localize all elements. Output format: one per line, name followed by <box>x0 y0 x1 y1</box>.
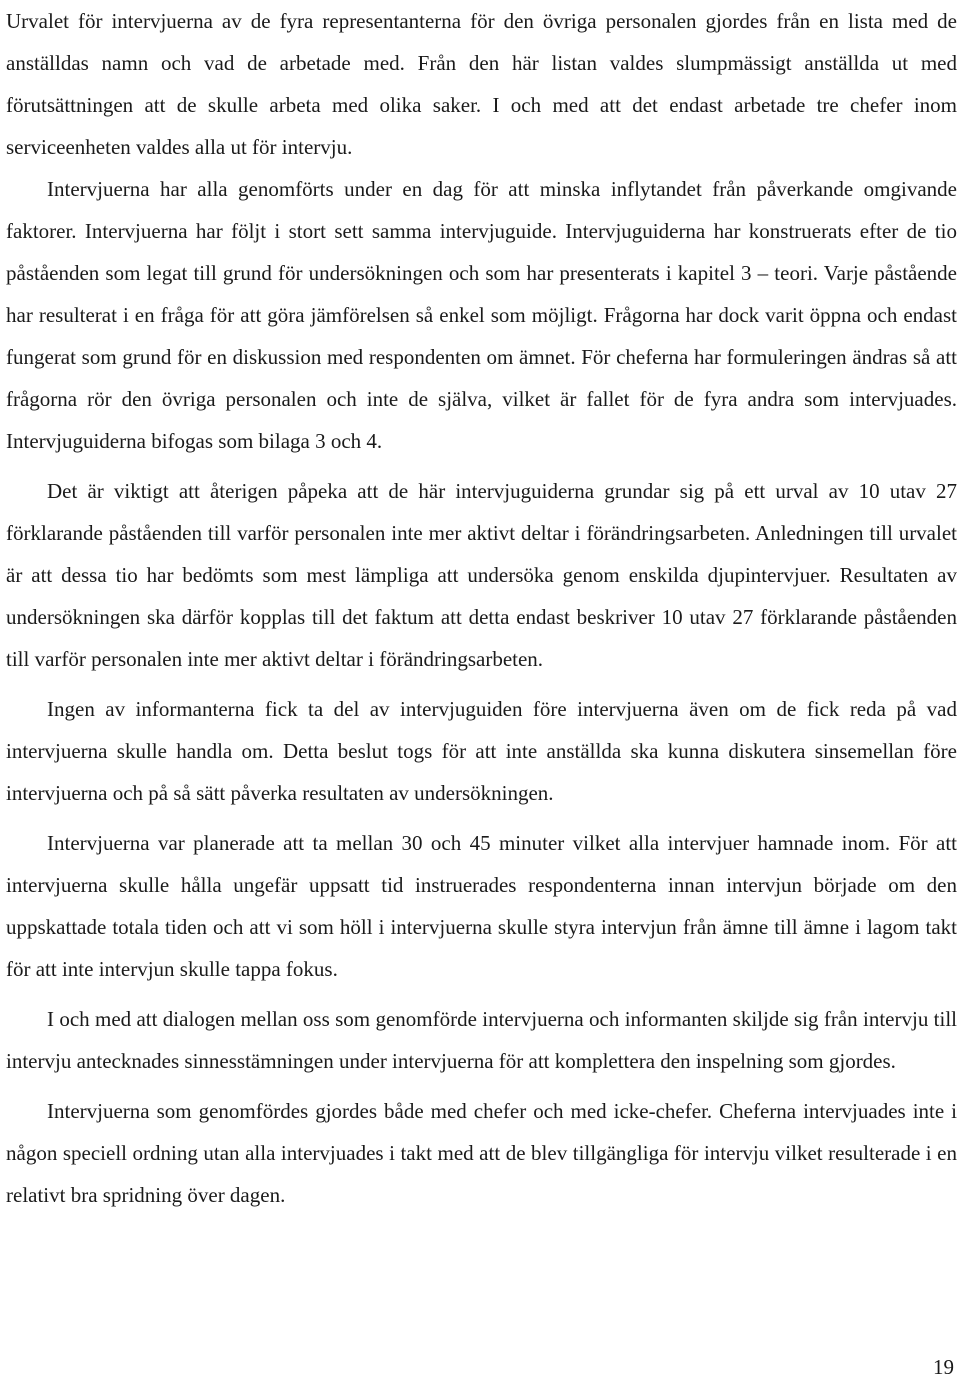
document-page <box>6 0 957 1216</box>
paragraph-interview-guides: Intervjuerna har alla genomförts under en dag för att minska inflytandet från påverkande omgivande faktorer. Intervjuerna har följt i stort sett samma intervjuguide. Intervjuguiderna har konstruerats efter de tio påståenden som legat till grund för undersökningen och som har presenterats i kapitel 3 – teori. Varje påstående har resulterat i en fråga för att göra jämförelsen så enkel som möjligt. Frågorna har dock varit öppna och endast fungerat som grund för en diskussion med respondenten om ämnet. För cheferna har formuleringen ändras så att frågorna rör den övriga personalen och inte de själva, vilket är fallet för de fyra andra som intervjuades. Intervjuguiderna bifogas som bilaga 3 och 4. <box>6 177 957 453</box>
paragraph-sampling-method: Urvalet för intervjuerna av de fyra representanterna för den övriga personalen gjordes från en lista med de anställdas namn och vad de arbetade med. Från den här listan valdes slumpmässigt anställda ut med förutsättningen att de skulle arbeta med olika saker. I och med att det endast arbetade tre chefer inom serviceenheten valdes alla ut för intervju. <box>6 9 957 159</box>
paragraph-interview-duration: Intervjuerna var planerade att ta mellan 30 och 45 minuter vilket alla intervjuer hamnade inom. För att intervjuerna skulle hålla ungefär uppsatt tid instruerades respondenterna innan intervjun började om den uppskattade totala tiden och att vi som höll i intervjuerna skulle styra intervjun från ämne till ämne i lagom takt för att inte intervjun skulle tappa fokus. <box>6 831 957 981</box>
paragraph-interview-order: Intervjuerna som genomfördes gjordes både med chefer och med icke-chefer. Cheferna intervjuades inte i någon speciell ordning utan alla intervjuades i takt med att de blev tillgängliga för intervju vilket resulterade i en relativt bra spridning över dagen. <box>6 1099 957 1207</box>
page-number: 19 <box>933 1355 954 1379</box>
paragraph-mood-notes: I och med att dialogen mellan oss som genomförde intervjuerna och informanten skiljde sig från intervju till intervju antecknades sinnesstämningen under intervjuerna för att komplettera den inspelning som gjordes. <box>6 1007 957 1073</box>
paragraph-informant-preparation: Ingen av informanterna fick ta del av intervjuguiden före intervjuerna även om de fick reda på vad intervjuerna skulle handla om. Detta beslut togs för att inte anställda ska kunna diskutera sinsemellan före intervjuerna och på så sätt påverka resultaten av undersökningen. <box>6 697 957 805</box>
paragraph-selection-note: Det är viktigt att återigen påpeka att de här intervjuguiderna grundar sig på ett urval av 10 utav 27 förklarande påståenden till varför personalen inte mer aktivt deltar i förändringsarbeten. Anledningen till urvalet är att dessa tio har bedömts som mest lämpliga att undersöka genom enskilda djupintervjuer. Resultaten av undersökningen ska därför kopplas till det faktum att detta endast beskriver 10 utav 27 förklarande påståenden till varför personalen inte mer aktivt deltar i förändringsarbeten. <box>6 479 957 671</box>
